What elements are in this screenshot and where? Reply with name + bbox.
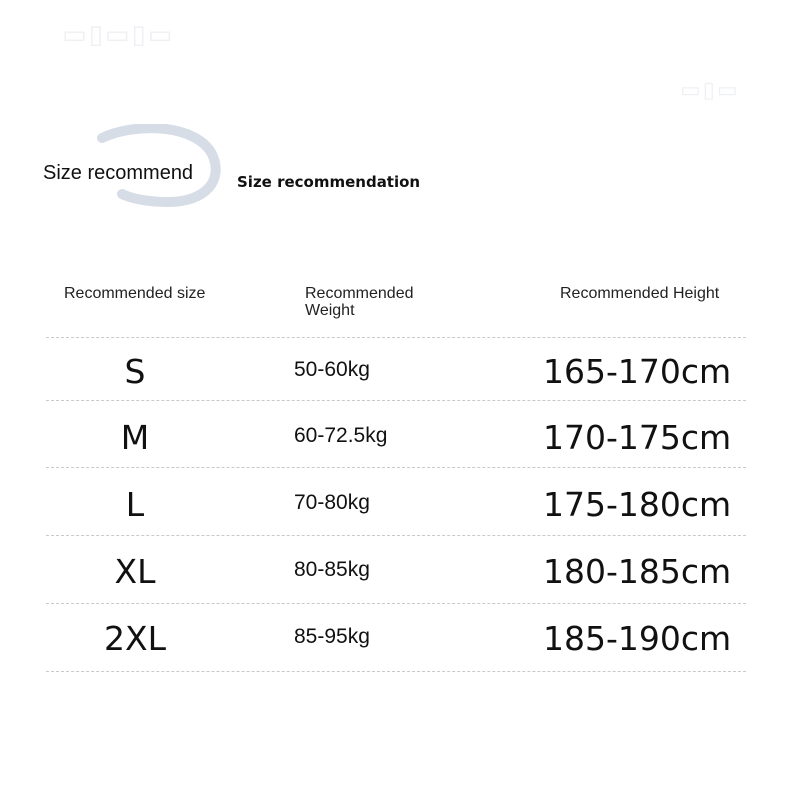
size-subtitle: Size recommendation: [237, 173, 421, 191]
height-cell: 180-185cm: [543, 552, 732, 591]
height-cell: 185-190cm: [543, 619, 732, 658]
table-row: [0, 338, 800, 405]
weight-cell: 80-85kg: [294, 558, 370, 581]
header-recommended-weight: Recommended Weight: [305, 285, 414, 319]
height-cell: 170-175cm: [543, 418, 732, 457]
watermark-top: ▭▯▭▯▭: [62, 20, 175, 50]
size-cell: 2XL: [104, 619, 166, 658]
watermark-right: ▭▯▭: [680, 78, 740, 103]
header-recommended-size: Recommended size: [64, 285, 206, 302]
size-cell: M: [120, 418, 150, 457]
height-cell: 165-170cm: [543, 352, 732, 391]
weight-cell: 70-80kg: [294, 491, 370, 514]
size-title: Size recommend: [43, 162, 194, 184]
size-cell: L: [125, 485, 145, 524]
table-row: [0, 404, 800, 471]
weight-cell: 60-72.5kg: [294, 424, 388, 447]
size-cell: XL: [114, 552, 156, 591]
size-cell: S: [124, 352, 146, 391]
table-row: [0, 538, 800, 605]
table-row: [0, 471, 800, 538]
height-cell: 175-180cm: [543, 485, 732, 524]
weight-cell: 50-60kg: [294, 358, 370, 381]
table-row: [0, 605, 800, 672]
header-recommended-height: Recommended Height: [560, 285, 720, 302]
weight-cell: 85-95kg: [294, 625, 370, 648]
